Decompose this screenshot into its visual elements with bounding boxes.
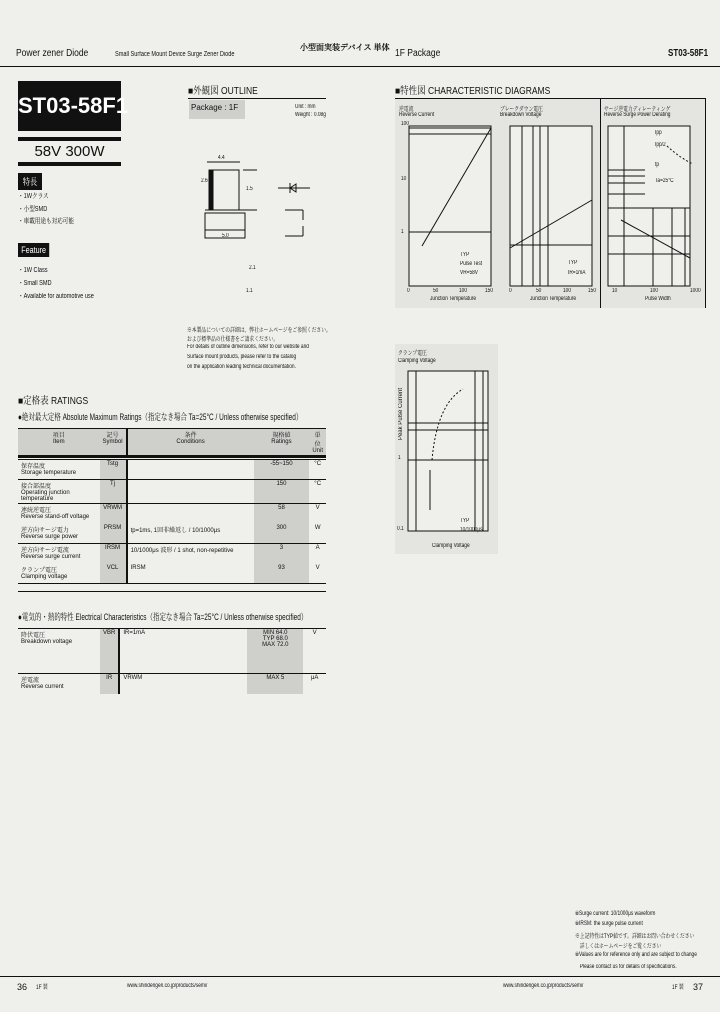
chart-note: Pulse Test	[460, 261, 483, 267]
x-axis-label: Junction Temperature	[430, 296, 477, 302]
package-header: 1F Package	[395, 48, 441, 59]
table-row: 接合部温度 Operating junction temperature Tj 150 °C	[18, 480, 326, 504]
outline-heading: ■外観図 OUTLINE	[188, 86, 258, 97]
col-header: 項目	[52, 433, 65, 439]
table-row: 逆方向サージ電力 Reverse surge power PRSM tp=1ms, 1回非繰返し / 10/1000μs 300 W	[18, 524, 326, 544]
feature-item: ・1W Class	[18, 267, 48, 274]
dim-label: 2.6	[201, 178, 208, 184]
chart3-subtitle: Reverse Surge Power Derating	[604, 112, 671, 118]
footer-url[interactable]: www.shindengen.co.jp/products/semi/	[503, 983, 584, 989]
tick: 0	[509, 288, 512, 294]
dim-label: 1.1	[246, 288, 253, 294]
table-row: 保存温度 Storage temperature Tstg -55~150 °C	[18, 460, 326, 480]
features-en-label: Feature	[18, 243, 49, 257]
electrical-heading: ●電気的・熱的特性 Electrical Characteristics（指定なき場合 Ta=25°C / Unless otherwise specified）	[18, 612, 308, 622]
footnote: ※Surge current: 10/1000μs waveform	[575, 911, 656, 917]
tick: 1000	[690, 288, 701, 294]
footnote: ※Values are for reference only and are subject to change	[575, 952, 697, 958]
divider	[18, 591, 326, 592]
tick: 100	[650, 288, 659, 294]
tick: 50	[536, 288, 542, 294]
chart2-subtitle: Breakdown Voltage	[500, 112, 542, 118]
features-jp-label: 特長	[18, 173, 42, 190]
x-axis-label: Junction Temperature	[530, 296, 577, 302]
footer-url[interactable]: www.shindengen.co.jp/products/semi/	[127, 983, 208, 989]
page-number-left: 36	[17, 982, 28, 992]
tick: 10	[401, 176, 407, 182]
table-row: 降伏電圧 Breakdown voltage VBR IR=1mA MIN 64.0 TYP 68.0 MAX 72.0 V	[18, 629, 326, 674]
chart-note: IR=1mA	[568, 270, 586, 276]
divider	[18, 162, 121, 166]
footer-divider	[0, 976, 720, 977]
footnote: 詳しくはホームページをご覧ください	[575, 944, 662, 950]
subtitle: Small Surface Mount Device Surge Zener Diode	[115, 51, 235, 58]
note-line: ※本製品についての詳細は、弊社ホームページをご参照ください。	[187, 328, 331, 334]
jp-title: 小型面実装デバイス 単体	[300, 43, 390, 52]
divider	[18, 137, 121, 141]
unit-note: Unit : mm	[295, 104, 316, 110]
note-line: および標準品の仕様書をご請求ください。	[187, 337, 279, 343]
footnote: ※上記特性はTYP値です。詳細はお問い合わせください	[575, 934, 695, 940]
table-row: 逆電流 Reverse current IR VRWM MAX 5 μA	[18, 674, 326, 694]
rating-summary: 58V 300W	[34, 143, 105, 160]
chart-note: VR=58V	[460, 270, 479, 276]
tick: 150	[485, 288, 494, 294]
tick: 50	[433, 288, 439, 294]
chart-note: TYP	[460, 518, 470, 524]
tick: 100	[401, 121, 410, 127]
x-axis-label: Clamping Voltage	[432, 543, 470, 549]
feature-item: ・車載用途も対応可能	[18, 218, 74, 225]
chart1-title: 逆電流	[399, 107, 414, 113]
footer-code: 1F 製	[36, 985, 48, 991]
note-line: For details of outline dimensions, refer to our website and	[187, 344, 309, 350]
x-axis-label: Pulse Width	[645, 296, 671, 302]
part-header: ST03-58F1	[668, 48, 709, 59]
dim-label: 1.5	[246, 186, 253, 192]
table-row: 逆方向サージ電流 Reverse surge current IRSM 10/1000μs 波形 / 1 shot, non-repetitive 3 A	[18, 544, 326, 564]
ratings-heading: ■定格表 RATINGS	[18, 396, 89, 407]
weight-note: Weight : 0.08g	[295, 112, 326, 118]
electrical-table	[18, 628, 326, 694]
chart-note: 10/1000μs	[460, 527, 483, 533]
feature-item: ・Available for automotive use	[18, 293, 94, 300]
dim-label: 4.4	[218, 155, 225, 161]
clamping-voltage-chart	[395, 344, 498, 554]
product-category: Power zener Diode	[16, 48, 89, 59]
chart4-y-axis-label: Peak Pulse Current	[398, 388, 404, 441]
note-line: Surface mount products, please refer to the catalog	[187, 354, 297, 360]
outline-drawing	[195, 150, 325, 300]
tick: 10	[612, 288, 618, 294]
dim-label: 2.1	[249, 265, 256, 271]
table-row: 連続逆電圧 Reverse stand-off voltage VRWM 58 V	[18, 504, 326, 524]
footer-code: 1F 製	[672, 985, 684, 991]
tick: 100	[459, 288, 468, 294]
tick: 1	[398, 455, 401, 461]
chart3-title: サージ逆電力ディレーティング	[604, 107, 671, 113]
chart3-plot	[608, 126, 690, 286]
tick: 0.1	[397, 526, 404, 532]
table-row: クランプ電圧 Clamping voltage VCL IRSM 93 V	[18, 564, 326, 584]
chart4-title: クランプ電圧	[398, 351, 427, 357]
tick: 1	[401, 229, 404, 235]
feature-item: ・1Wクラス	[18, 193, 49, 200]
tick: 150	[588, 288, 597, 294]
package-label: Package : 1F	[189, 100, 245, 119]
abs-max-heading: ●絶対最大定格 Absolute Maximum Ratings（指定なき場合 Ta=25°C / Unless otherwise specified）	[18, 412, 303, 422]
ratings-table: 項目 Item 記号 Symbol 条件 Conditions 規格値 Ratings 単位 Unit 保存温度 Storage temperature Tstg -55~150 °C 接合部温度 Operating junction temperature Tj 150 °C 連続逆電圧 Reverse stand-off voltage VRWM 58 V 逆方向サージ電力 Reverse surge power PRSM tp=1ms, 1回非繰返し / 10/1000μs 300 W 逆方向サージ電流 Reverse surge current IRSM 10/1000μs 波形 / 1 shot, non-repetitive 3 A クランプ電圧 Clamping voltage VCL IRSM 93 V	[18, 428, 326, 584]
chart1-subtitle: Reverse Current	[399, 112, 435, 118]
dim-label: 5.0	[222, 233, 229, 239]
chart4-subtitle: Clamping Voltage	[398, 358, 436, 364]
footnote: Please contact us for details of specifications.	[575, 964, 677, 970]
chart-note: TYP	[568, 260, 578, 266]
feature-item: ・小型SMD	[18, 206, 48, 213]
tick: 0	[407, 288, 410, 294]
diagrams-heading: ■特性図 CHARACTERISTIC DIAGRAMS	[395, 86, 551, 97]
chart-note: Ta=25°C	[655, 178, 674, 184]
footnote: ※IRSM: the surge pulse current	[575, 921, 643, 927]
note-line: on the application leading technical documentation.	[187, 364, 296, 370]
part-number-box: ST03-58F1	[18, 81, 121, 131]
header-divider	[0, 66, 720, 67]
page-number-right: 37	[693, 982, 704, 992]
feature-item: ・Small SMD	[18, 280, 52, 287]
chart-note: TYP	[460, 252, 470, 258]
chart2-title: ブレークダウン電圧	[500, 107, 543, 113]
chart-note: tp	[655, 162, 660, 168]
tick: 100	[563, 288, 572, 294]
chart-note: Ipp/2	[655, 142, 666, 148]
chart-note: Ipp	[655, 130, 662, 136]
divider	[188, 98, 326, 99]
